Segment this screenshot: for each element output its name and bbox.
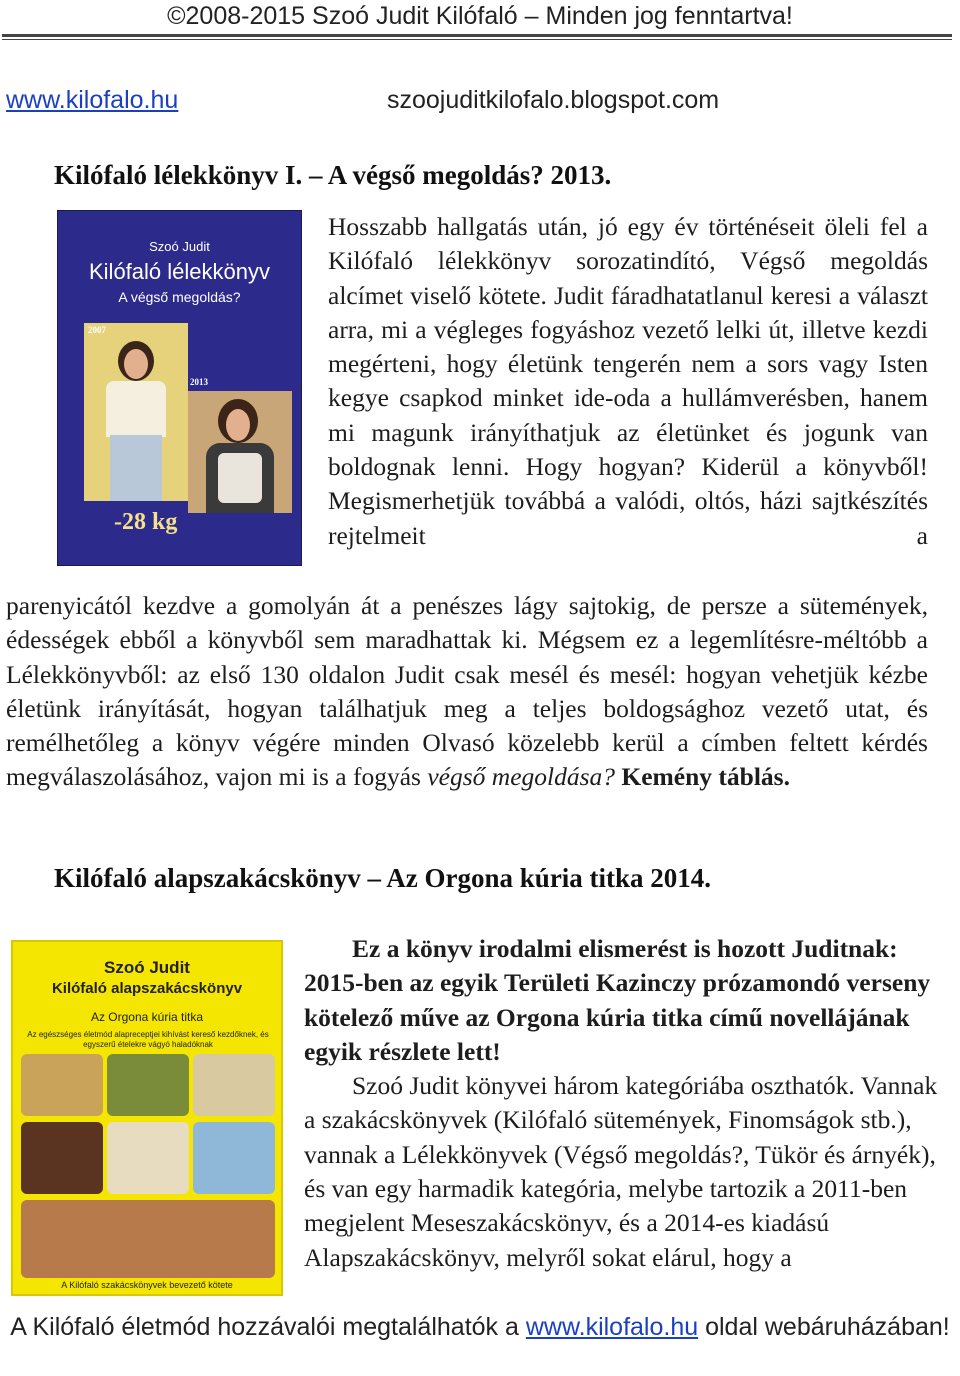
footer-text-after: oldal webáruházában! — [698, 1313, 950, 1341]
site-link[interactable]: www.kilofalo.hu — [6, 86, 179, 114]
cover1-year-after: 2013 — [190, 377, 208, 387]
cover2-food-photo-2 — [107, 1054, 189, 1116]
section1-paragraph-body: parenyicától kezdve a gomolyán át a penészes lágy sajtokig, de persze a sütemények, édességek ebből a könyvből sem maradhattak ki. Mégsem ez a legemlítésre-méltóbb a Lélekkönyvből: az első 130 oldalon Judit csak mesél és mesél: hogyan vehetjük kézbe életünk irányítását, hogyan találhatjuk meg a teljes boldogsághoz vezető utat, és remélhetőleg a könyv végére minden Olvasó közelebb kerül a címben feltett kérdés megválaszolásához, vajon mi is a fogyás — [6, 591, 928, 792]
cover1-author: Szoó Judit — [149, 239, 210, 254]
section2-heading: Kilófaló alapszakácskönyv – Az Orgona kúria titka 2014. — [54, 863, 712, 893]
cover2-subtitle: Az Orgona kúria titka — [90, 1010, 204, 1024]
section1-hardcover-note: Kemény táblás. — [615, 762, 790, 792]
cover2-blurb: Az egészséges életmód alapreceptjei kihívást kereső kezdőknek, és egyszerű ételekre vágyó haladóknak — [27, 1030, 269, 1049]
cover2-food-photo-5 — [107, 1122, 189, 1194]
section2-text — [304, 932, 954, 1275]
cover1-photo-before — [84, 323, 188, 501]
cover2-food-photo-1 — [21, 1054, 103, 1116]
section1-heading: Kilófaló lélekkönyv I. – A végső megoldás? 2013. — [54, 160, 612, 190]
section1-italic-phrase: végső megoldása? — [427, 762, 616, 792]
footer-text-before: A Kilófaló életmód hozzávalói megtalálhatók a — [10, 1313, 526, 1341]
cover1-photo-after — [188, 391, 292, 513]
cover2-food-photo-6 — [193, 1122, 275, 1194]
section1-paragraph-full — [6, 589, 928, 795]
book-cover-lelekkonyv — [57, 210, 302, 566]
cover2-food-photo-3 — [193, 1054, 275, 1116]
cover2-food-photo-7 — [21, 1200, 275, 1278]
header-divider — [2, 34, 952, 40]
cover2-food-photo-4 — [21, 1122, 103, 1194]
cover1-weight-loss: -28 kg — [114, 509, 178, 535]
page-footer — [0, 1310, 960, 1344]
section2-award-text: Ez a könyv irodalmi elismerést is hozott Juditnak: 2015-ben az egyik Területi Kazinczy prózamondó verseny kötelező műve az Orgona kúria titka című novellájának egyik részlete lett! — [304, 934, 931, 1066]
cover1-title: Kilófaló lélekkönyv — [89, 259, 270, 284]
cover2-author: Szoó Judit — [104, 958, 190, 977]
book-cover-alapszakacskonyv — [11, 940, 283, 1296]
footer-site-link[interactable]: www.kilofalo.hu — [525, 1313, 699, 1341]
copyright-notice: ©2008-2015 Szoó Judit Kilófaló – Minden jog fenntartva! — [167, 2, 793, 30]
cover2-title: Kilófaló alapszakácskönyv — [51, 980, 243, 997]
blog-link[interactable]: szoojuditkilofalo.blogspot.com — [387, 86, 720, 114]
page-header — [0, 0, 960, 34]
cover1-subtitle: A végső megoldás? — [118, 289, 241, 305]
cover2-footer: A Kilófaló szakácskönyvek bevezető kötete — [61, 1280, 233, 1290]
section2-paragraph: Szoó Judit könyvei három kategóriába oszthatók. Vannak a szakácskönyvek (Kilófaló sütemények, Finomságok stb.), vannak a Lélekkönyvek (Végső megoldás?, Tükör és árnyék), és van egy harmadik kategória, melybe tartozik a 2011-ben megjelent Meseszakácskönyv, és a 2014-es kiadású Alapszakácskönyv, melyről sokat elárul, hogy a — [304, 1071, 938, 1272]
cover1-year-before: 2007 — [88, 325, 106, 335]
section1-paragraph-wrap: Hosszabb hallgatás után, jó egy év történéseit öleli fel a Kilófaló lélekkönyv sorozatindító, Végső megoldás alcímet viselő kötete. Judit fáradhatatlanul keresi a választ arra, mi a végleges fogyáshoz vezető lelki út, illetve kezdi megérteni, hogy életünk tengerén nem a sors vagy Isten kegye csapkod minket ide-oda a hullámverésben, hanem mi magunk irányíthatjuk az életünket és jogunk van boldognak lenni. Hogy hogyan? Kiderül a könyvből! Megismerhetjük továbbá a valódi, oltós, házi sajtkészítés rejtelmeit a — [328, 212, 928, 550]
